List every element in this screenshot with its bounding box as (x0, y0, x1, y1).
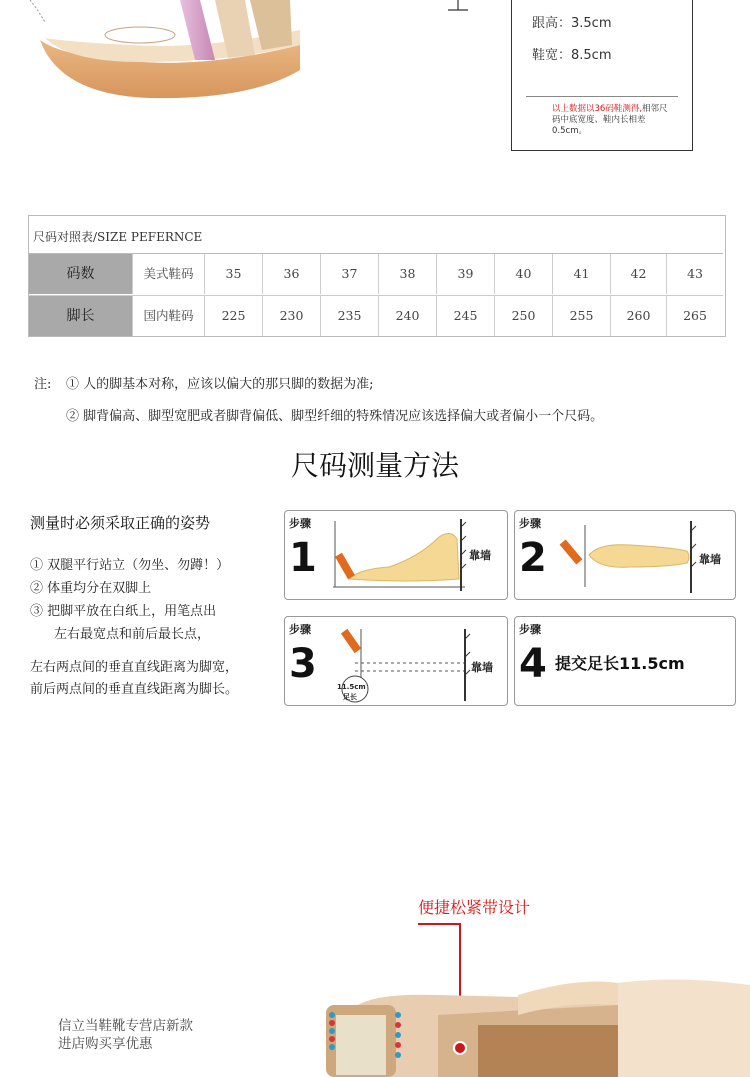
step-label: 步骤 (519, 623, 541, 636)
step-label: 步骤 (519, 517, 541, 530)
feature-label: 便捷松紧带设计 (418, 898, 531, 917)
wall-icon (687, 519, 697, 595)
foot-length-rule: 前后两点间的垂直直线距离为脚长。 (30, 682, 239, 697)
spec-box (511, 0, 693, 151)
wall-label: 靠墙 (699, 553, 721, 566)
posture-step-3: ③ 把脚平放在白纸上，用笔点出 (30, 604, 217, 619)
store-promo-text (58, 1017, 193, 1053)
table-cell: 39 (437, 254, 495, 294)
table-cell: 36 (263, 254, 321, 294)
table-cell: 230 (263, 296, 321, 336)
posture-title: 测量时必须采取正确的姿势 (30, 514, 211, 532)
table-cell: 40 (495, 254, 553, 294)
sandal-detail-image (318, 975, 750, 1077)
table-cell: 240 (379, 296, 437, 336)
table-cell: 43 (687, 266, 703, 281)
row-label: 国内鞋码 (133, 296, 205, 336)
shoe-product-image (0, 0, 320, 110)
step-3-box (284, 616, 508, 706)
table-cell: 38 (379, 254, 437, 294)
foot-top-icon (559, 521, 699, 591)
table-cell: 225 (205, 296, 263, 336)
submit-length-text: 提交足长11.5cm (555, 654, 685, 673)
wall-icon (461, 627, 471, 703)
foot-side-icon (329, 517, 469, 593)
wall-label: 靠墙 (469, 549, 491, 562)
step-4-box (514, 616, 736, 706)
spec-note (552, 104, 672, 137)
row-head: 脚长 (29, 296, 133, 336)
table-cell: 42 (611, 254, 667, 294)
ruler-label: 11.5cm (337, 683, 366, 691)
note-1: ① 人的脚基本对称，应该以偏大的那只脚的数据为准; (66, 377, 374, 392)
step-number: 1 (289, 535, 317, 581)
posture-step-2: ② 体重均分在双脚上 (30, 581, 152, 596)
size-table-caption: 尺码对照表/SIZE PEFERNCE (29, 216, 723, 254)
shoe-width: 鞋宽：8.5cm (532, 48, 612, 63)
table-cell: 235 (321, 296, 379, 336)
table-cell: 37 (321, 254, 379, 294)
ruler-mark (446, 0, 470, 12)
spec-note-black: 相邻尺码中底宽度、鞋内长相差0.5cm。 (552, 104, 668, 136)
store-line-2: 进店购买享优惠 (58, 1036, 153, 1052)
table-cell: 41 (553, 254, 611, 294)
store-line-1: 信立当鞋靴专营店新款 (58, 1018, 193, 1034)
table-cell: 265 (683, 308, 707, 323)
spec-note-red: 以上数据以36码鞋测得, (552, 104, 643, 114)
measure-title: 尺码测量方法 (290, 449, 459, 482)
foot-width-rule: 左右两点间的垂直直线距离为脚宽， (30, 660, 239, 675)
row-head: 码数 (29, 254, 133, 294)
step-label: 步骤 (289, 517, 311, 530)
note-prefix: 注: (34, 377, 52, 392)
posture-step-3b: 左右最宽点和前后最长点， (54, 627, 211, 642)
step-2-box (514, 510, 736, 600)
table-cell: 245 (437, 296, 495, 336)
table-cell: 260 (611, 296, 667, 336)
ruler-sub: 足长 (343, 693, 357, 701)
table-cell: 255 (553, 296, 611, 336)
heel-height: 跟高：3.5cm (532, 16, 612, 31)
row-label: 美式鞋码 (133, 254, 205, 294)
step-number: 4 (519, 641, 547, 687)
size-table (28, 215, 726, 337)
step-number: 2 (519, 535, 547, 581)
size-row-cn (29, 296, 723, 336)
step-1-box (284, 510, 508, 600)
table-cell: 35 (205, 254, 263, 294)
table-cell: 250 (495, 296, 553, 336)
step-number: 3 (289, 641, 317, 687)
posture-step-1: ① 双腿平行站立（勿坐、勿蹲！） (30, 558, 230, 573)
wall-icon (457, 517, 467, 593)
note-2: ② 脚背偏高、脚型宽肥或者脚背偏低、脚型纤细的特殊情况应该选择偏大或者偏小一个尺码。 (66, 409, 604, 424)
step-label: 步骤 (289, 623, 311, 636)
wall-label: 靠墙 (471, 661, 493, 674)
size-row-us (29, 254, 723, 294)
spec-divider (526, 96, 678, 97)
